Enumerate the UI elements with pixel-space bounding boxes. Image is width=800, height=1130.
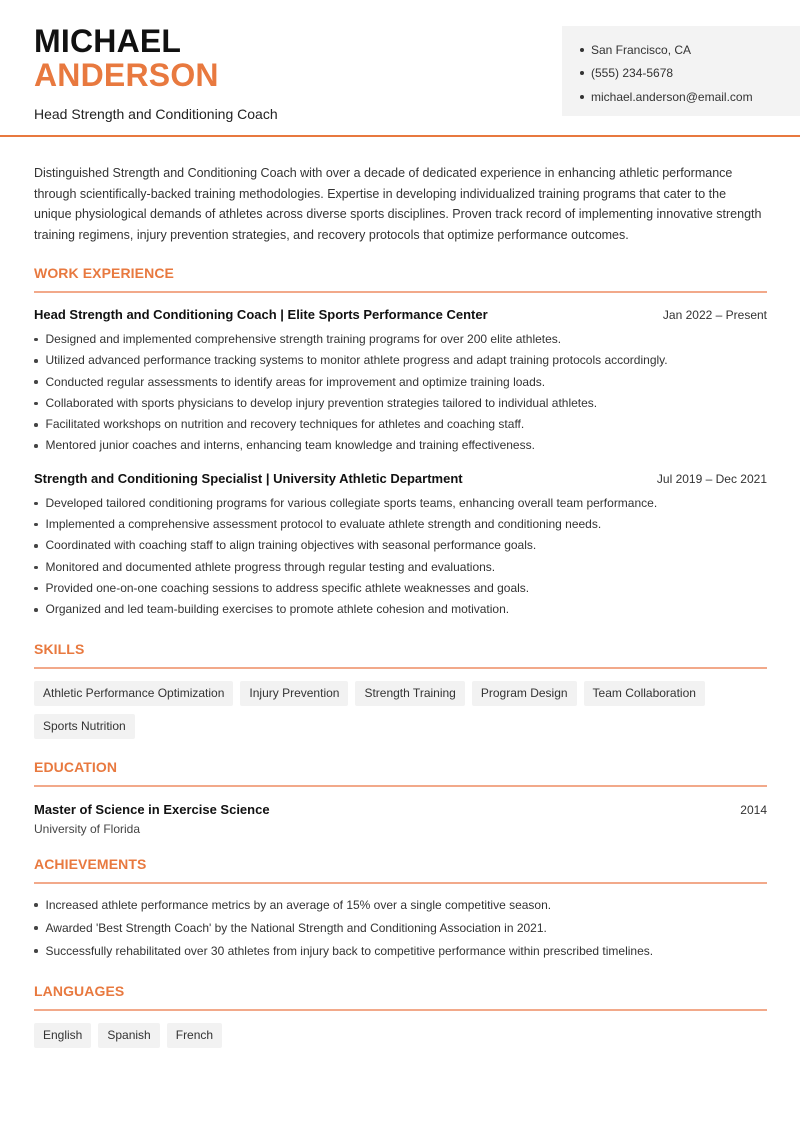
list-item: Collaborated with sports physicians to develop injury prevention strategies tailored to individual athletes. — [34, 393, 767, 414]
name-block — [34, 24, 278, 122]
resume-content — [34, 163, 767, 1048]
bullet-icon — [580, 95, 584, 99]
list-item: Increased athlete performance metrics by an average of 15% over a single competitive season. — [34, 894, 767, 917]
list-item: Organized and led team-building exercises to promote athlete cohesion and motivation. — [34, 599, 767, 620]
list-item: Provided one-on-one coaching sessions to address specific athlete weaknesses and goals. — [34, 578, 767, 599]
list-item: Designed and implemented comprehensive strength training programs for over 200 elite athletes. — [34, 329, 767, 350]
bullet-icon — [34, 423, 38, 427]
location-text: San Francisco, CA — [591, 42, 692, 57]
job-entry — [34, 471, 767, 621]
language-chip: French — [167, 1023, 222, 1048]
bullet-icon — [34, 444, 38, 448]
section-heading: EDUCATION — [34, 759, 767, 787]
bullet-icon — [580, 48, 584, 52]
contact-phone — [580, 62, 800, 86]
languages-section — [34, 983, 767, 1048]
job-entry — [34, 307, 767, 457]
education-section — [34, 759, 767, 836]
language-chip: English — [34, 1023, 91, 1048]
list-item: Facilitated workshops on nutrition and recovery techniques for athletes and coaching staff. — [34, 414, 767, 435]
language-chips — [34, 1023, 767, 1048]
first-name: MICHAEL — [34, 23, 182, 59]
resume-header — [0, 0, 800, 137]
bullet-icon — [34, 903, 38, 907]
bullet-icon — [34, 544, 38, 548]
bullet-icon — [34, 566, 38, 570]
skill-chip: Injury Prevention — [240, 681, 348, 706]
section-heading: ACHIEVEMENTS — [34, 856, 767, 884]
job-dates: Jan 2022 – Present — [662, 308, 767, 322]
skill-chip: Program Design — [472, 681, 577, 706]
phone-text: (555) 234-5678 — [591, 66, 674, 81]
skills-chips — [34, 681, 767, 739]
list-item: Utilized advanced performance tracking systems to monitor athlete progress and adapt training protocols accordingly. — [34, 350, 767, 371]
bullet-icon — [580, 71, 584, 75]
bullet-icon — [34, 502, 38, 506]
education-entry — [34, 802, 767, 836]
list-item: Mentored junior coaches and interns, enhancing team knowledge and training effectiveness. — [34, 435, 767, 456]
section-heading: LANGUAGES — [34, 983, 767, 1011]
contact-box — [562, 26, 800, 116]
skill-chip: Strength Training — [355, 681, 464, 706]
section-heading: SKILLS — [34, 641, 767, 669]
list-item: Conducted regular assessments to identify areas for improvement and optimize training loads. — [34, 372, 767, 393]
work-experience-section — [34, 265, 767, 621]
skill-chip: Sports Nutrition — [34, 714, 135, 739]
job-title-headline: Head Strength and Conditioning Coach — [34, 106, 278, 122]
contact-location — [580, 38, 800, 62]
bullet-icon — [34, 587, 38, 591]
list-item: Coordinated with coaching staff to align training objectives with seasonal performance goals. — [34, 535, 767, 556]
bullet-icon — [34, 949, 38, 953]
section-heading: WORK EXPERIENCE — [34, 265, 767, 293]
skills-section — [34, 641, 767, 739]
email-text: michael.anderson@email.com — [591, 89, 753, 104]
last-name: ANDERSON — [34, 57, 219, 93]
list-item: Successfully rehabilitated over 30 athletes from injury back to competitive performance within prescribed timelines. — [34, 940, 767, 963]
bullet-icon — [34, 338, 38, 342]
bullet-icon — [34, 402, 38, 406]
job-title: Strength and Conditioning Specialist | University Athletic Department — [34, 470, 463, 486]
achievements-section — [34, 856, 767, 963]
degree: Master of Science in Exercise Science — [34, 801, 270, 817]
bullet-icon — [34, 926, 38, 930]
job-dates: Jul 2019 – Dec 2021 — [656, 471, 767, 486]
contact-email — [580, 85, 800, 109]
list-item: Awarded 'Best Strength Coach' by the National Strength and Conditioning Association in 2021. — [34, 917, 767, 940]
skill-chip: Athletic Performance Optimization — [34, 681, 233, 706]
summary: Distinguished Strength and Conditioning Coach with over a decade of dedicated experience in enhancing athletic performance through scientifically-backed training methodologies. Expertise in developing individualized training programs that cater to the unique physiological demands of athletes across diverse sports disciplines. Proven track record of implementing innovative strength training regimens, injury prevention strategies, and recovery protocols that optimize performance outcomes. — [34, 166, 762, 242]
bullet-icon — [34, 523, 38, 527]
list-item: Monitored and documented athlete progress through regular testing and evaluations. — [34, 557, 767, 578]
bullet-icon — [34, 380, 38, 384]
language-chip: Spanish — [98, 1023, 159, 1048]
bullet-icon — [34, 359, 38, 363]
list-item: Implemented a comprehensive assessment protocol to evaluate athlete strength and conditioning needs. — [34, 514, 767, 535]
job-title: Head Strength and Conditioning Coach | Elite Sports Performance Center — [34, 307, 488, 322]
graduation-year: 2014 — [740, 802, 767, 817]
school: University of Florida — [34, 821, 141, 836]
list-item: Developed tailored conditioning programs for various collegiate sports teams, enhancing overall team performance. — [34, 493, 767, 514]
bullet-icon — [34, 608, 38, 612]
skill-chip: Team Collaboration — [584, 681, 705, 706]
